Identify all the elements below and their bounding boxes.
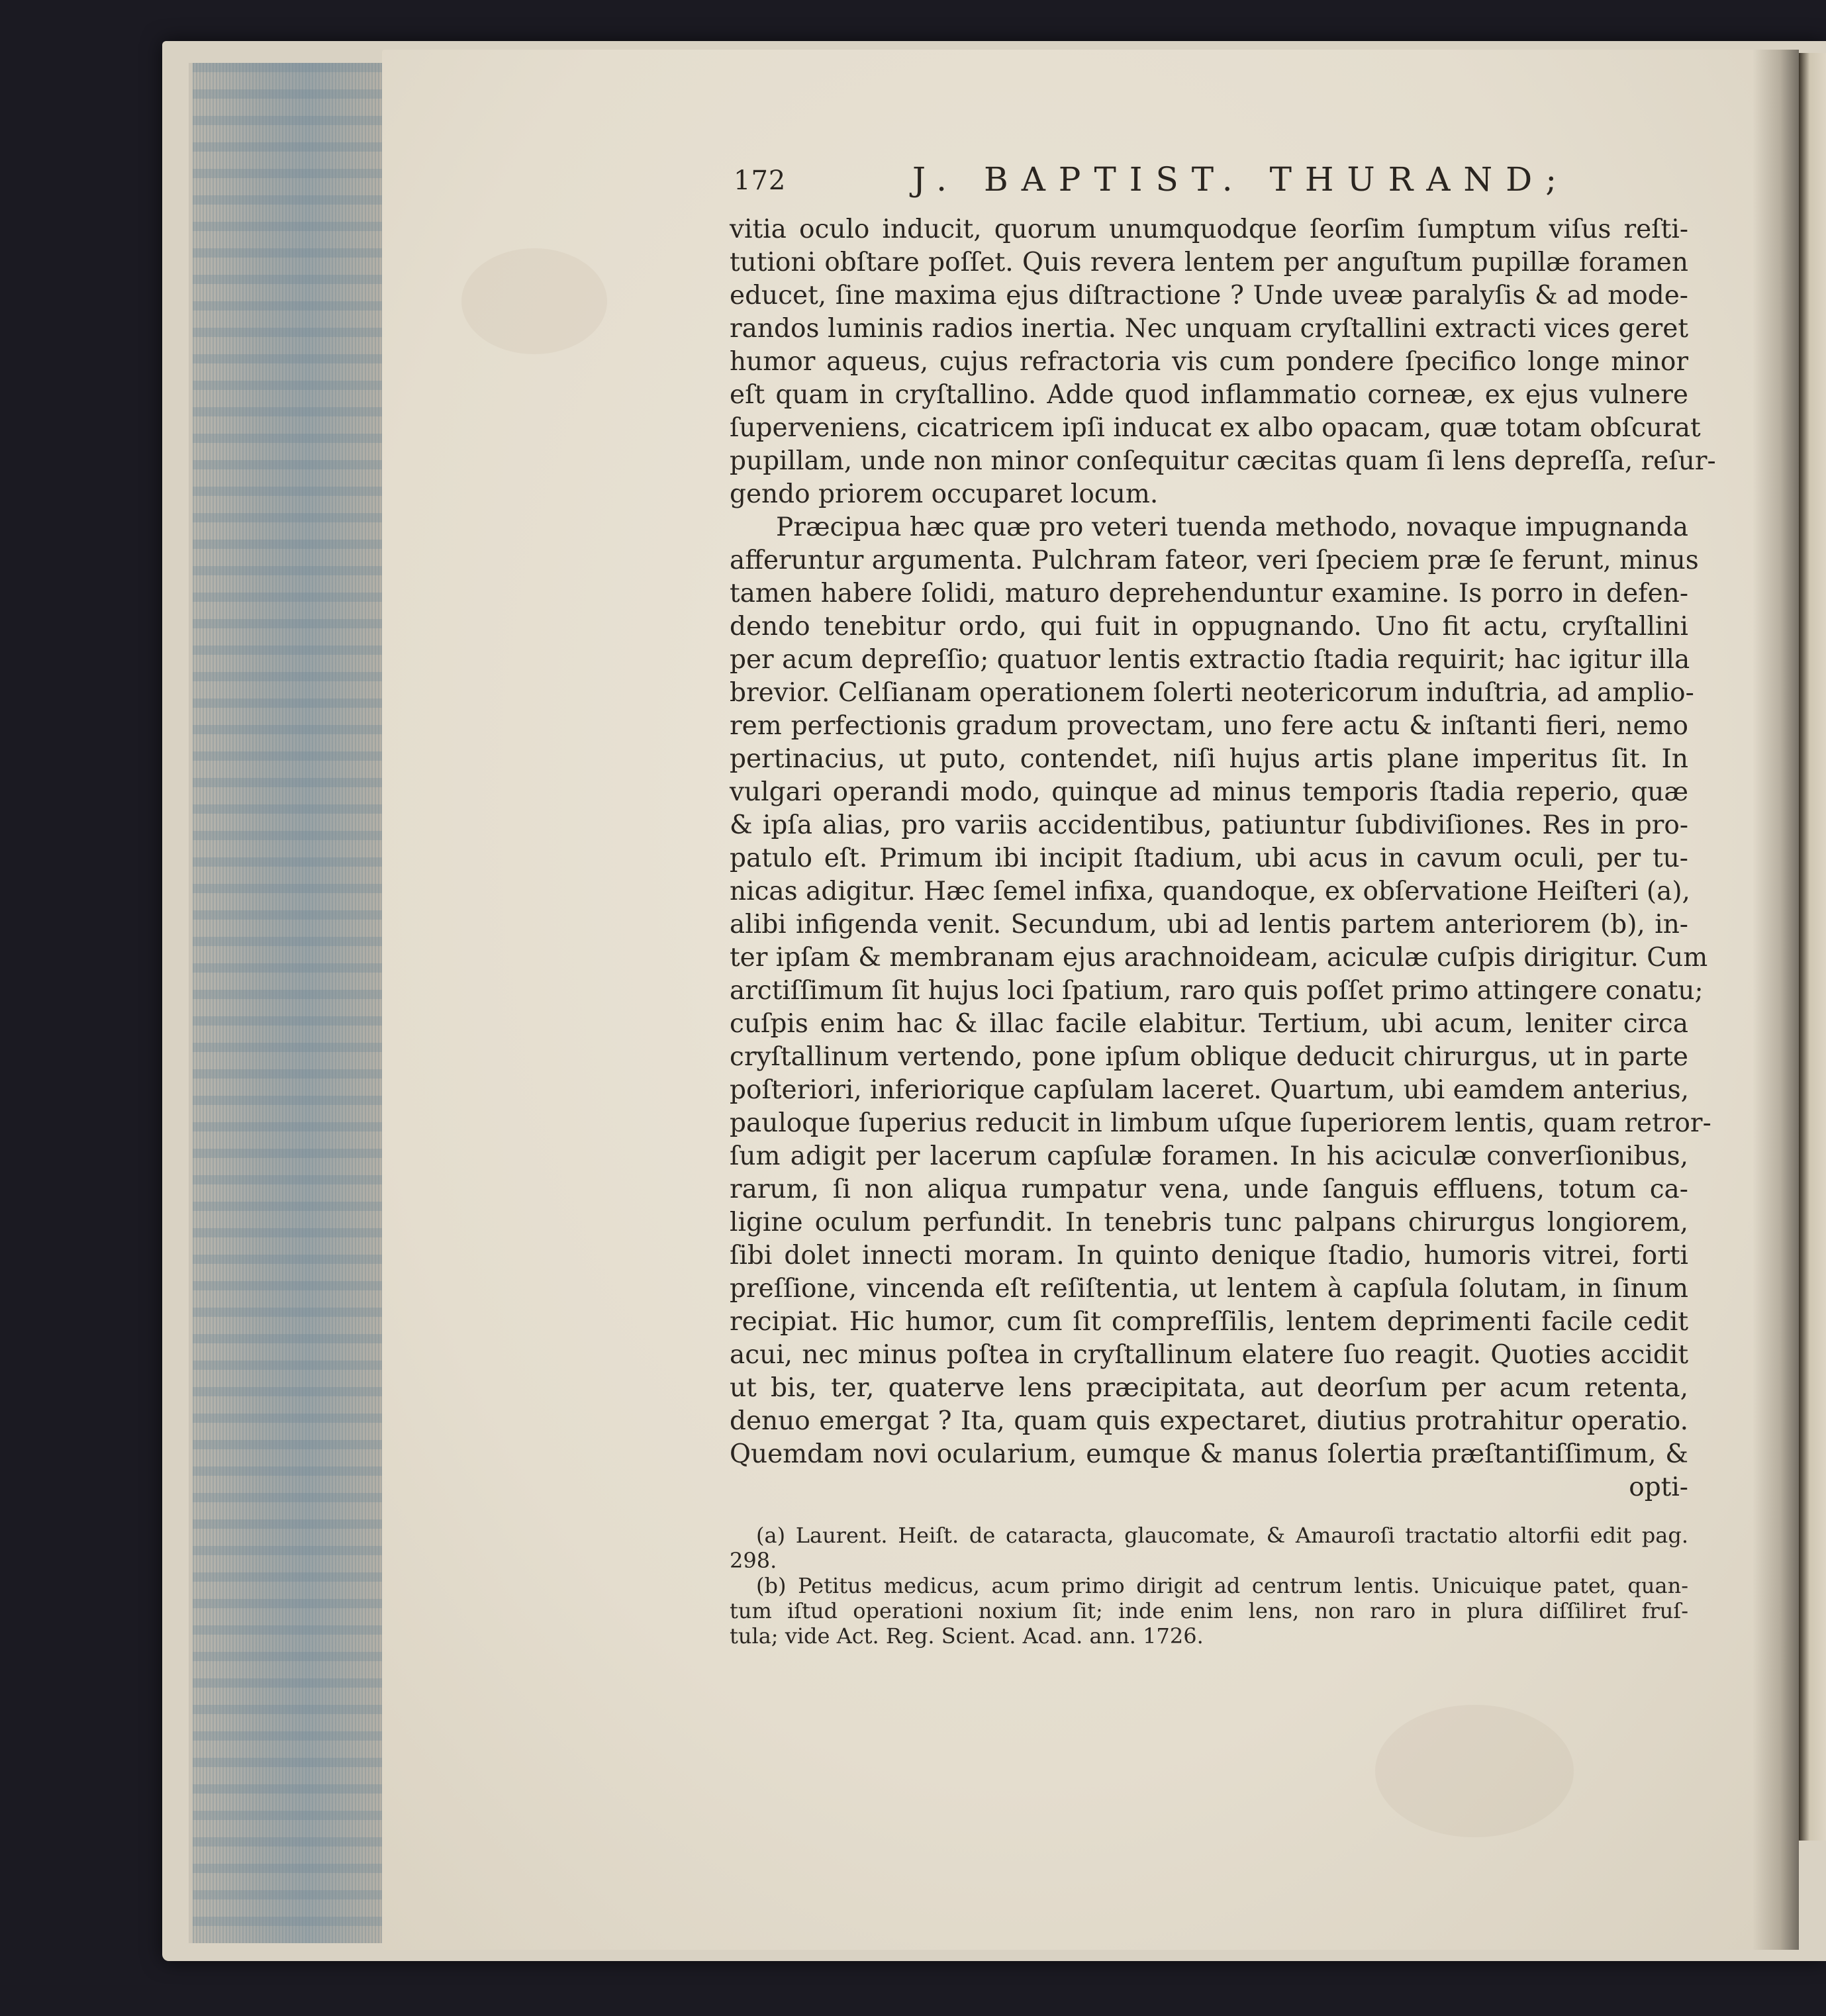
paper-stain	[1375, 1705, 1574, 1837]
text-line: poſteriori, inferiorique capſulam laceret. Quartum, ubi eamdem anterius,	[730, 1075, 1690, 1105]
text-line: ter ipſam & membranam ejus arachnoideam, aciculæ cuſpis dirigitur. Cum	[730, 943, 1708, 973]
text-line: recipiat. Hic humor, cum ſit compreſſilis, lentem deprimenti facile cedit	[730, 1307, 1688, 1337]
text-line: ſibi dolet innecti moram. In quinto denique ſtadio, humoris vitrei, forti	[730, 1241, 1688, 1271]
paper-stain	[461, 248, 607, 354]
text-line: alibi infigenda venit. Secundum, ubi ad lentis partem anteriorem (b), in-	[730, 910, 1688, 939]
footnotes	[730, 1523, 1688, 1649]
footnote-a: (a) Laurent. Heiſt. de cataracta, glaucomate, & Amauroſi tractatio altorfii edit pag.	[756, 1523, 1688, 1548]
text-line: vitia oculo inducit, quorum unumquodque ſeorſim ſumptum viſus reſti-	[730, 215, 1688, 244]
text-line: educet, ſine maxima ejus diſtractione ? Unde uveæ paralyſis & ad mode-	[730, 281, 1688, 311]
text-line: denuo emergat ? Ita, quam quis expectaret, diutius protrahitur operatio.	[730, 1406, 1688, 1436]
text-line: patulo eſt. Primum ibi incipit ſtadium, ubi acus in cavum oculi, per tu-	[730, 843, 1688, 873]
text-line: pertinacius, ut puto, contendet, niſi hujus artis plane imperitus ſit. In	[730, 744, 1688, 774]
text-line: dendo tenebitur ordo, qui fuit in oppugnando. Uno fit actu, cryſtallini	[730, 612, 1688, 642]
text-line: rem perfectionis gradum provectam, uno fere actu & inſtanti fieri, nemo	[730, 711, 1688, 741]
running-title: J. BAPTIST. THURAND;	[912, 160, 1570, 199]
text-line: nicas adigitur. Hæc ſemel infixa, quandoque, ex obſervatione Heiſteri (a),	[730, 877, 1690, 906]
text-line: vulgari operandi modo, quinque ad minus temporis ſtadia reperio, quæ	[730, 777, 1688, 807]
text-line: ſuperveniens, cicatricem ipſi inducat ex albo opacam, quæ totam obſcurat	[730, 413, 1701, 443]
text-line: humor aqueus, cujus refractoria vis cum pondere ſpecifico longe minor	[730, 347, 1688, 377]
text-line: pauloque ſuperius reducit in limbum uſque ſuperiorem lentis, quam retror-	[730, 1108, 1711, 1138]
text-line: rarum, ſi non aliqua rumpatur vena, unde ſanguis effluens, totum ca-	[730, 1175, 1688, 1204]
text-line: ut bis, ter, quaterve lens præcipitata, aut deorſum per acum retenta,	[730, 1373, 1688, 1403]
paragraph-start-line: Præcipua hæc quæ pro veteri tuenda methodo, novaque impugnanda	[776, 512, 1688, 542]
page-block-edge	[189, 63, 389, 1943]
text-line: randos luminis radios inertia. Nec unquam cryſtallini extracti vices geret	[730, 314, 1688, 344]
text-line: tamen habere ſolidi, maturo deprehenduntur examine. Is porro in defen-	[730, 579, 1688, 608]
text-line: acui, nec minus poſtea in cryſtallinum elatere ſuo reagit. Quoties accidit	[730, 1340, 1688, 1370]
text-line: brevior. Celſianam operationem ſolerti neotericorum induſtria, ad amplio-	[730, 678, 1694, 708]
text-line: ſum adigit per lacerum capſulæ foramen. In his aciculæ converſionibus,	[730, 1141, 1688, 1171]
text-line: arctiſſimum ſit hujus loci ſpatium, raro quis poſſet primo attingere conatu;	[730, 976, 1704, 1006]
text-line: eſt quam in cryſtallino. Adde quod inflammatio corneæ, ex ejus vulnere	[730, 380, 1688, 410]
text-line: tutioni obſtare poſſet. Quis revera lentem per anguſtum pupillæ foramen	[730, 248, 1688, 277]
footnote-line: 298.	[730, 1548, 777, 1573]
text-line: afferuntur argumenta. Pulchram fateor, veri ſpeciem præ ſe ferunt, minus	[730, 546, 1699, 575]
text-line: cryſtallinum vertendo, pone ipſum oblique deducit chirurgus, ut in parte	[730, 1042, 1688, 1072]
gutter-shadow	[1753, 50, 1799, 1950]
text-line: pupillam, unde non minor conſequitur cæcitas quam ſi lens depreſſa, reſur-	[730, 446, 1716, 476]
text-line: ligine oculum perfundit. In tenebris tunc palpans chirurgus longiorem,	[730, 1208, 1688, 1237]
text-line: per acum depreſſio; quatuor lentis extractio ſtadia requirit; hac igitur illa	[730, 645, 1690, 675]
footnote-b: (b) Petitus medicus, acum primo dirigit ad centrum lentis. Unicuique patet, quan-	[756, 1573, 1688, 1598]
paragraph-end-line: gendo priorem occuparet locum.	[730, 479, 1159, 509]
text-line: cuſpis enim hac & illac facile elabitur. Tertium, ubi acum, leniter circa	[730, 1009, 1688, 1039]
footnote-line: tum iſtud operationi noxium ſit; inde enim lens, non raro in plura diſſiliret fruſ-	[730, 1598, 1688, 1623]
facing-page-edge	[1799, 53, 1826, 1841]
body-text	[730, 213, 1716, 1504]
footnote-line: tula; vide Act. Reg. Scient. Acad. ann. 1726.	[730, 1623, 1204, 1649]
text-line: Quemdam novi ocularium, eumque & manus ſolertia præſtantiſſimum, &	[730, 1439, 1688, 1469]
catchword: opti-	[1629, 1472, 1688, 1502]
text-line: preſſione, vincenda eſt reſiſtentia, ut lentem à capſula ſolutam, in ſinum	[730, 1274, 1688, 1304]
page-number: 172	[734, 166, 787, 196]
running-head	[734, 160, 1687, 207]
text-line: & ipſa alias, pro variis accidentibus, patiuntur ſubdiviſiones. Res in pro-	[730, 810, 1688, 840]
